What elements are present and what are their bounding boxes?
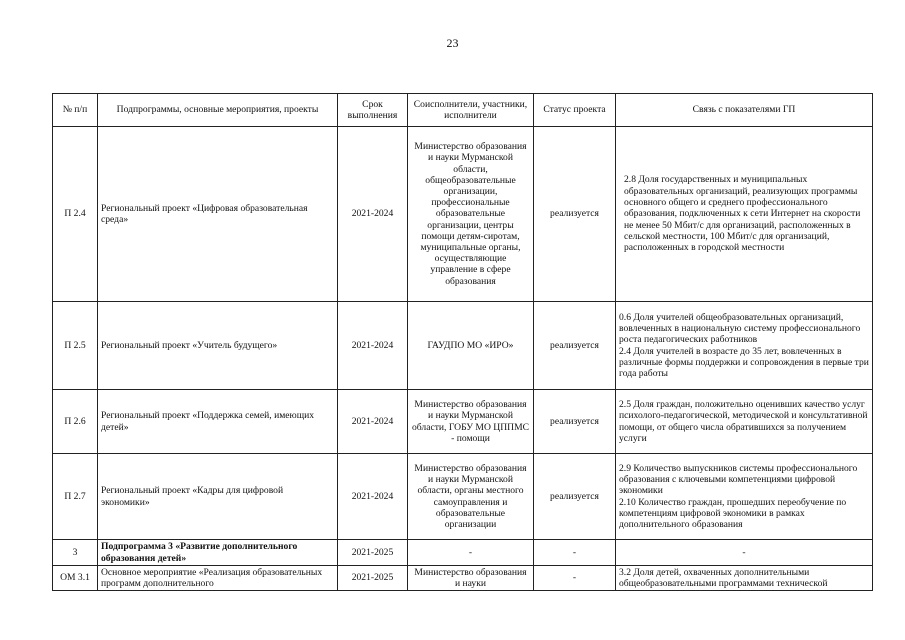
row-status: - (534, 540, 616, 566)
header-status: Статус проекта (534, 94, 616, 127)
row-status: - (534, 566, 616, 591)
row-partners: Министерство образования и науки Мурманской области, органы местного самоуправления и образовательные организации (408, 454, 534, 540)
row-term: 2021-2024 (338, 454, 408, 540)
header-links: Связь с показателями ГП (616, 94, 873, 127)
row-links: 0.6 Доля учителей общеобразовательных организаций, вовлеченных в национальную систему профессионального роста педагогических работников 2.4 Доля учителей в возрасте до 35 лет, вовлеченных в различные формы поддержки и сопровождения в первые три года работы (616, 302, 873, 390)
row-term: 2021-2024 (338, 127, 408, 302)
row-links: 2.9 Количество выпускников системы профессионального образования с ключевыми компетенциями цифровой экономики 2.10 Количество граждан, прошедших переобучение по компетенциям цифровой экономики в рамках дополнительного образования (616, 454, 873, 540)
row-term: 2021-2024 (338, 390, 408, 454)
row-name: Основное мероприятие «Реализация образовательных программ дополнительного (98, 566, 338, 591)
row-partners: ГАУДПО МО «ИРО» (408, 302, 534, 390)
row-term: 2021-2024 (338, 302, 408, 390)
row-name: Региональный проект «Учитель будущего» (98, 302, 338, 390)
row-num: 3 (53, 540, 98, 566)
row-num: П 2.7 (53, 454, 98, 540)
row-links: 2.5 Доля граждан, положительно оценивших качество услуг психолого-педагогической, методической и консультативной помощи, от общего числа обратившихся за получением услуги (616, 390, 873, 454)
projects-table (52, 93, 873, 591)
row-status: реализуется (534, 127, 616, 302)
header-num: № п/п (53, 94, 98, 127)
row-name: Региональный проект «Поддержка семей, имеющих детей» (98, 390, 338, 454)
row-name: Региональный проект «Цифровая образовательная среда» (98, 127, 338, 302)
row-links: 2.8 Доля государственных и муниципальных образовательных организаций, реализующих программы основного общего и среднего профессионального образования, подключенных к сети Интернет на скорости не менее 50 Мбит/с для организаций, расположенных в сельской местности, 100 Мбит/с для организаций, расположенных в городской местности (616, 127, 873, 302)
row-num: П 2.6 (53, 390, 98, 454)
row-name: Подпрограмма 3 «Развитие дополнительного образования детей» (98, 540, 338, 566)
header-term: Срок выполнения (338, 94, 408, 127)
table-header-row (53, 94, 873, 127)
table-row (53, 390, 873, 454)
row-num: П 2.5 (53, 302, 98, 390)
row-name: Региональный проект «Кадры для цифровой экономики» (98, 454, 338, 540)
page-number: 23 (446, 36, 459, 50)
row-links: - (616, 540, 873, 566)
row-status: реализуется (534, 302, 616, 390)
row-partners: Министерство образования и науки (408, 566, 534, 591)
header-partners: Соисполнители, участники, исполнители (408, 94, 534, 127)
table-row (53, 454, 873, 540)
row-status: реализуется (534, 390, 616, 454)
table-row (53, 127, 873, 302)
subprogram-row (53, 540, 873, 566)
row-num: П 2.4 (53, 127, 98, 302)
row-num: ОМ 3.1 (53, 566, 98, 591)
row-partners: Министерство образования и науки Мурманской области, ГОБУ МО ЦППМС - помощи (408, 390, 534, 454)
header-name: Подпрограммы, основные мероприятия, проекты (98, 94, 338, 127)
row-partners: Министерство образования и науки Мурманской области, общеобразовательные организации, профессиональные образовательные организации, центры помощи детям-сиротам, муниципальные органы, осуществляющие управление в сфере образования (408, 127, 534, 302)
row-partners: - (408, 540, 534, 566)
row-term: 2021-2025 (338, 566, 408, 591)
row-term: 2021-2025 (338, 540, 408, 566)
row-links: 3.2 Доля детей, охваченных дополнительными общеобразовательными программами технической (616, 566, 873, 591)
table-row (53, 302, 873, 390)
row-status: реализуется (534, 454, 616, 540)
table-row (53, 566, 873, 591)
